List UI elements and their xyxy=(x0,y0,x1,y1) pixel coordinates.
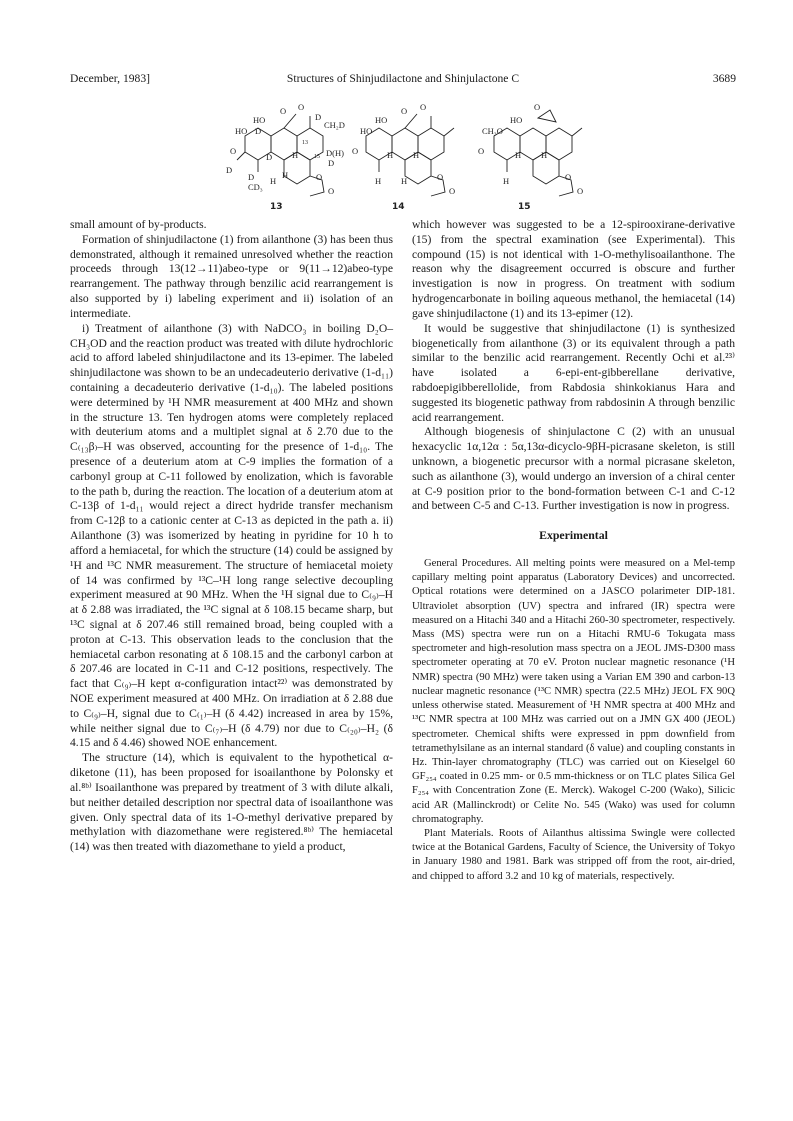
structure-label-15: 15 xyxy=(518,202,531,212)
atom-label: O xyxy=(230,146,237,156)
atom-label: H xyxy=(401,176,408,186)
atom-label: D xyxy=(248,172,255,182)
atom-label: D xyxy=(226,165,233,175)
page-header xyxy=(70,72,736,92)
body-paragraph: Although biogenesis of shinjulactone C (2) with an unusual hexacyclic 1α,12α : 5α,13α-dicyclo-9βH-picrasane skeleton, is still unknown, a biogenetic precursor with a normal picrasane skeleton, such as ailanthone (3), would undergo an inversion of a chiral center at C-9 position prior to the bond-formation between C-1 and C-12 and between C-5 and C-13. Further investigation is now in progress. xyxy=(412,425,735,513)
body-paragraph: The structure (14), which is equivalent to the hypothetical α-diketone (11), has been proposed for isoailanthone by Polonsky et al.⁸ᵇ⁾ Isoailanthone was prepared by treatment of 3 with dilute alkali, but neither detailed description nor spectral data of isoailanthone was given. Only spectral data of its 1-O-methyl derivative prepared by methylation with diazomethane were registered.⁸ᵇ⁾ The hemiacetal (14) was then treated with diazomethane to yield a product, xyxy=(70,751,393,854)
atom-label: H xyxy=(413,150,420,160)
header-page-number: 3689 xyxy=(712,72,736,85)
atom-label: H xyxy=(541,150,548,160)
structure-label-14: 14 xyxy=(392,202,405,212)
atom-label: CD₃ xyxy=(248,182,263,192)
atom-label: HO xyxy=(235,126,248,136)
atom-label: O xyxy=(565,172,572,182)
structure-label-13: 13 xyxy=(270,202,283,212)
body-paragraph: Formation of shinjudilactone (1) from ailanthone (3) has been thus demonstrated, although it remained unresolved whether the reaction proceeds through 13(12→11)abeo-type or 9(11→12)abeo-type rearrangement. The pathway through benzilic acid rearrangement is also supported by i) labeling experiment and ii) isolation of an intermediate. xyxy=(70,232,393,320)
atom-label: O xyxy=(420,102,427,112)
atom-label: CH₃O xyxy=(482,126,503,136)
atom-label: H xyxy=(387,150,394,160)
body-paragraph: i) Treatment of ailanthone (3) with NaDCO₃ in boiling D₂O–CH₃OD and the reaction product was treated with dilute hydrochloric acid to afford labeled shinjudilactone and its 13-epimer. The labeled shinjudilactone was shown to be an undecadeuterio derivative (1-d₁₁) containing a decadeuterio derivative (1-d₁₀). The labeled positions were determined by ¹H NMR measurement at 400 MHz and shown in the structure 13. Ten hydrogen atoms were completely replaced with deuterium atoms and a multiplet signal at δ 2.70 due to the C₍₁₃β₎–H was observed, accounting for the presence of 1-d₁₀. The presence of a deuterium atom at C-9 implies the formation of a carbonyl group at C-11 followed by enolization, which is favorable to the path b, during the reaction. The location of a deuterium atom at C-13β of 1-d₁₁ would reject a direct hydride transfer mechanism from C-12β to a cationic center at C-13 as depicted in the path a. ii) Ailanthone (3) was isomerized by heating in pyridine for 10 h to afford a hemiacetal, for which the structure (14) could be assigned by ¹H and ¹³C NMR measurement. The structure of hemiacetal moiety of 14 was confirmed by ¹³C–¹H long range selective decoupling experiment measured at 90 MHz. When the ¹H signal due to C₍₉₎–H at δ 2.88 was irradiated, the ¹³C signal at δ 108.15 became sharp, but ¹³C signal at δ 207.46 still remained broad, being coupled with a proton at C-13. This observation leads to the conclusion that the hemiacetal carbon resonating at δ 108.15 and the carbonyl carbon at δ 207.46 are located in C-11 and C-12 positions, respectively. The fact that C₍₉₎–H kept α-configuration intact²²⁾ was demonstrated by NOE experiment measured at 400 MHz. On irradiation at δ 2.88 due to C₍₉₎–H, signal due to C₍₁₎–H (δ 4.42) increased in area by 15%, while neither signal due to C₍₇₎–H (δ 4.79) nor due to C₍₂₀₎–H₂ (δ 4.15 and δ 4.46) showed NOE enhancement. xyxy=(70,321,393,750)
chemical-structures xyxy=(70,98,736,213)
atom-label: D xyxy=(255,126,262,136)
body-paragraph: which however was suggested to be a 12-spirooxirane-derivative (15) from the spectral examination (see Experimental). This compound (15) is not identical with 1-O-methylisoailanthone. The reason why the disagreement occurred is obscure and further investigation is now in progress. On treatment with sodium hydrogencarbonate in boiling aqueous methanol, the hemiacetal (14) gave shinjudilactone (1) and its 13-epimer (12). xyxy=(412,218,735,320)
plant-materials-paragraph: Plant Materials. Roots of Ailanthus altissima Swingle were collected twice at the Botanical Gardens, Faculty of Science, the University of Tokyo in January 1980 and 1981. Bark was stripped off from the root, air-dried, and chipped to afford 3.2 and 10 kg of materials, respectively. xyxy=(412,827,735,882)
atom-label: O xyxy=(401,106,408,116)
atom-label: 13 xyxy=(302,140,308,146)
atom-label: H xyxy=(270,176,277,186)
structures-figure xyxy=(70,98,736,213)
atom-label: H xyxy=(292,150,299,160)
atom-label: O xyxy=(478,146,485,156)
structure-13-labels xyxy=(226,102,345,212)
atom-label: H xyxy=(375,176,382,186)
atom-label: D xyxy=(266,152,273,162)
atom-label: O xyxy=(328,186,335,196)
atom-label: D xyxy=(328,158,335,168)
atom-label: O xyxy=(280,106,287,116)
atom-label: O xyxy=(437,172,444,182)
atom-label: 15 xyxy=(314,154,320,160)
header-date: December, 1983] xyxy=(70,72,151,85)
body-paragraph: small amount of by-products. xyxy=(70,218,207,231)
atom-label: HO xyxy=(360,126,373,136)
atom-label: HO xyxy=(253,115,266,125)
general-procedures-paragraph: General Procedures. All melting points were measured on a Mel-temp capillary melting point apparatus (Laboratory Devices) and uncorrected. Optical rotations were determined on a JASCO polarimeter DIP-181. Ultraviolet absorption (UV) spectra and infrared (IR) spectra were measured on a Hitachi 340 and a Hitachi 260-30 spectrometer, respectively. Mass (MS) spectra were run on a Hitachi RMU-6 Tokugata mass spectrometer and high-resolution mass spectra on a JEOL JMS-D300 mass spectrometer operating at 70 eV. Proton nuclear magnetic resonance (¹H NMR) spectra (90 MHz) were taken using a Varian EM 390 and carbon-13 nuclear magnetic resonance (¹³C NMR) spectra (22.5 MHz) JEOL FX 90Q unless otherwise stated. Measurement of ¹H NMR spectra at 400 MHz and ¹³C NMR spectra at 100 MHz was carried out on a JMN GX 400 (JEOL) spectrometer. Chemical shifts were expressed in ppm downfield from tetramethylsilane as an internal standard (δ value) and coupling constants in Hz. Thin-layer chromatography (TLC) was carried out on Kieselgel 60 GF₂₅₄ coated in 0.25 mm- or 0.5 mm-thickness or on TLC plates Silica Gel F₂₅₄ with Concentration Zone (E. Merck). Wakogel C-200 (Wako), Silicic acid AR (Mallinckrodt) or Celite No. 545 (Wako) was used for column chromatography. xyxy=(412,558,735,825)
header-title: Structures of Shinjudilactone and Shinjulactone C xyxy=(286,72,520,85)
atom-label: H xyxy=(282,170,289,180)
body-paragraph: It would be suggestive that shinjudilactone (1) is synthesized biogenetically from ailanthone (3) or its equivalent through a path similar to the benzilic acid rearrangement. Recently Ochi et al.²³⁾ have isolated a 6-epi-ent-gibberellane derivative, rabdoepigibberellolide, from Rabdosia shinkokianus Hara and suggested its biogenetic pathway from rabdosinin A through benzilic acid rearrangement. xyxy=(412,321,735,424)
atom-label: O xyxy=(449,186,456,196)
left-column xyxy=(70,218,393,855)
atom-label: O xyxy=(534,102,541,112)
atom-label: H xyxy=(503,176,510,186)
structure-14-labels xyxy=(352,102,455,212)
atom-label: HO xyxy=(375,115,388,125)
atom-label: D(H) xyxy=(326,148,344,158)
atom-label: O xyxy=(577,186,584,196)
structure-15-labels xyxy=(478,102,583,212)
right-column xyxy=(412,218,735,884)
atom-label: O xyxy=(298,102,305,112)
atom-label: HO xyxy=(510,115,523,125)
atom-label: D xyxy=(315,112,322,122)
atom-label: O xyxy=(352,146,359,156)
section-heading-experimental: Experimental xyxy=(539,528,608,543)
atom-label: H xyxy=(515,150,522,160)
atom-label: CH₂D xyxy=(324,120,345,130)
atom-label: O xyxy=(316,172,323,182)
